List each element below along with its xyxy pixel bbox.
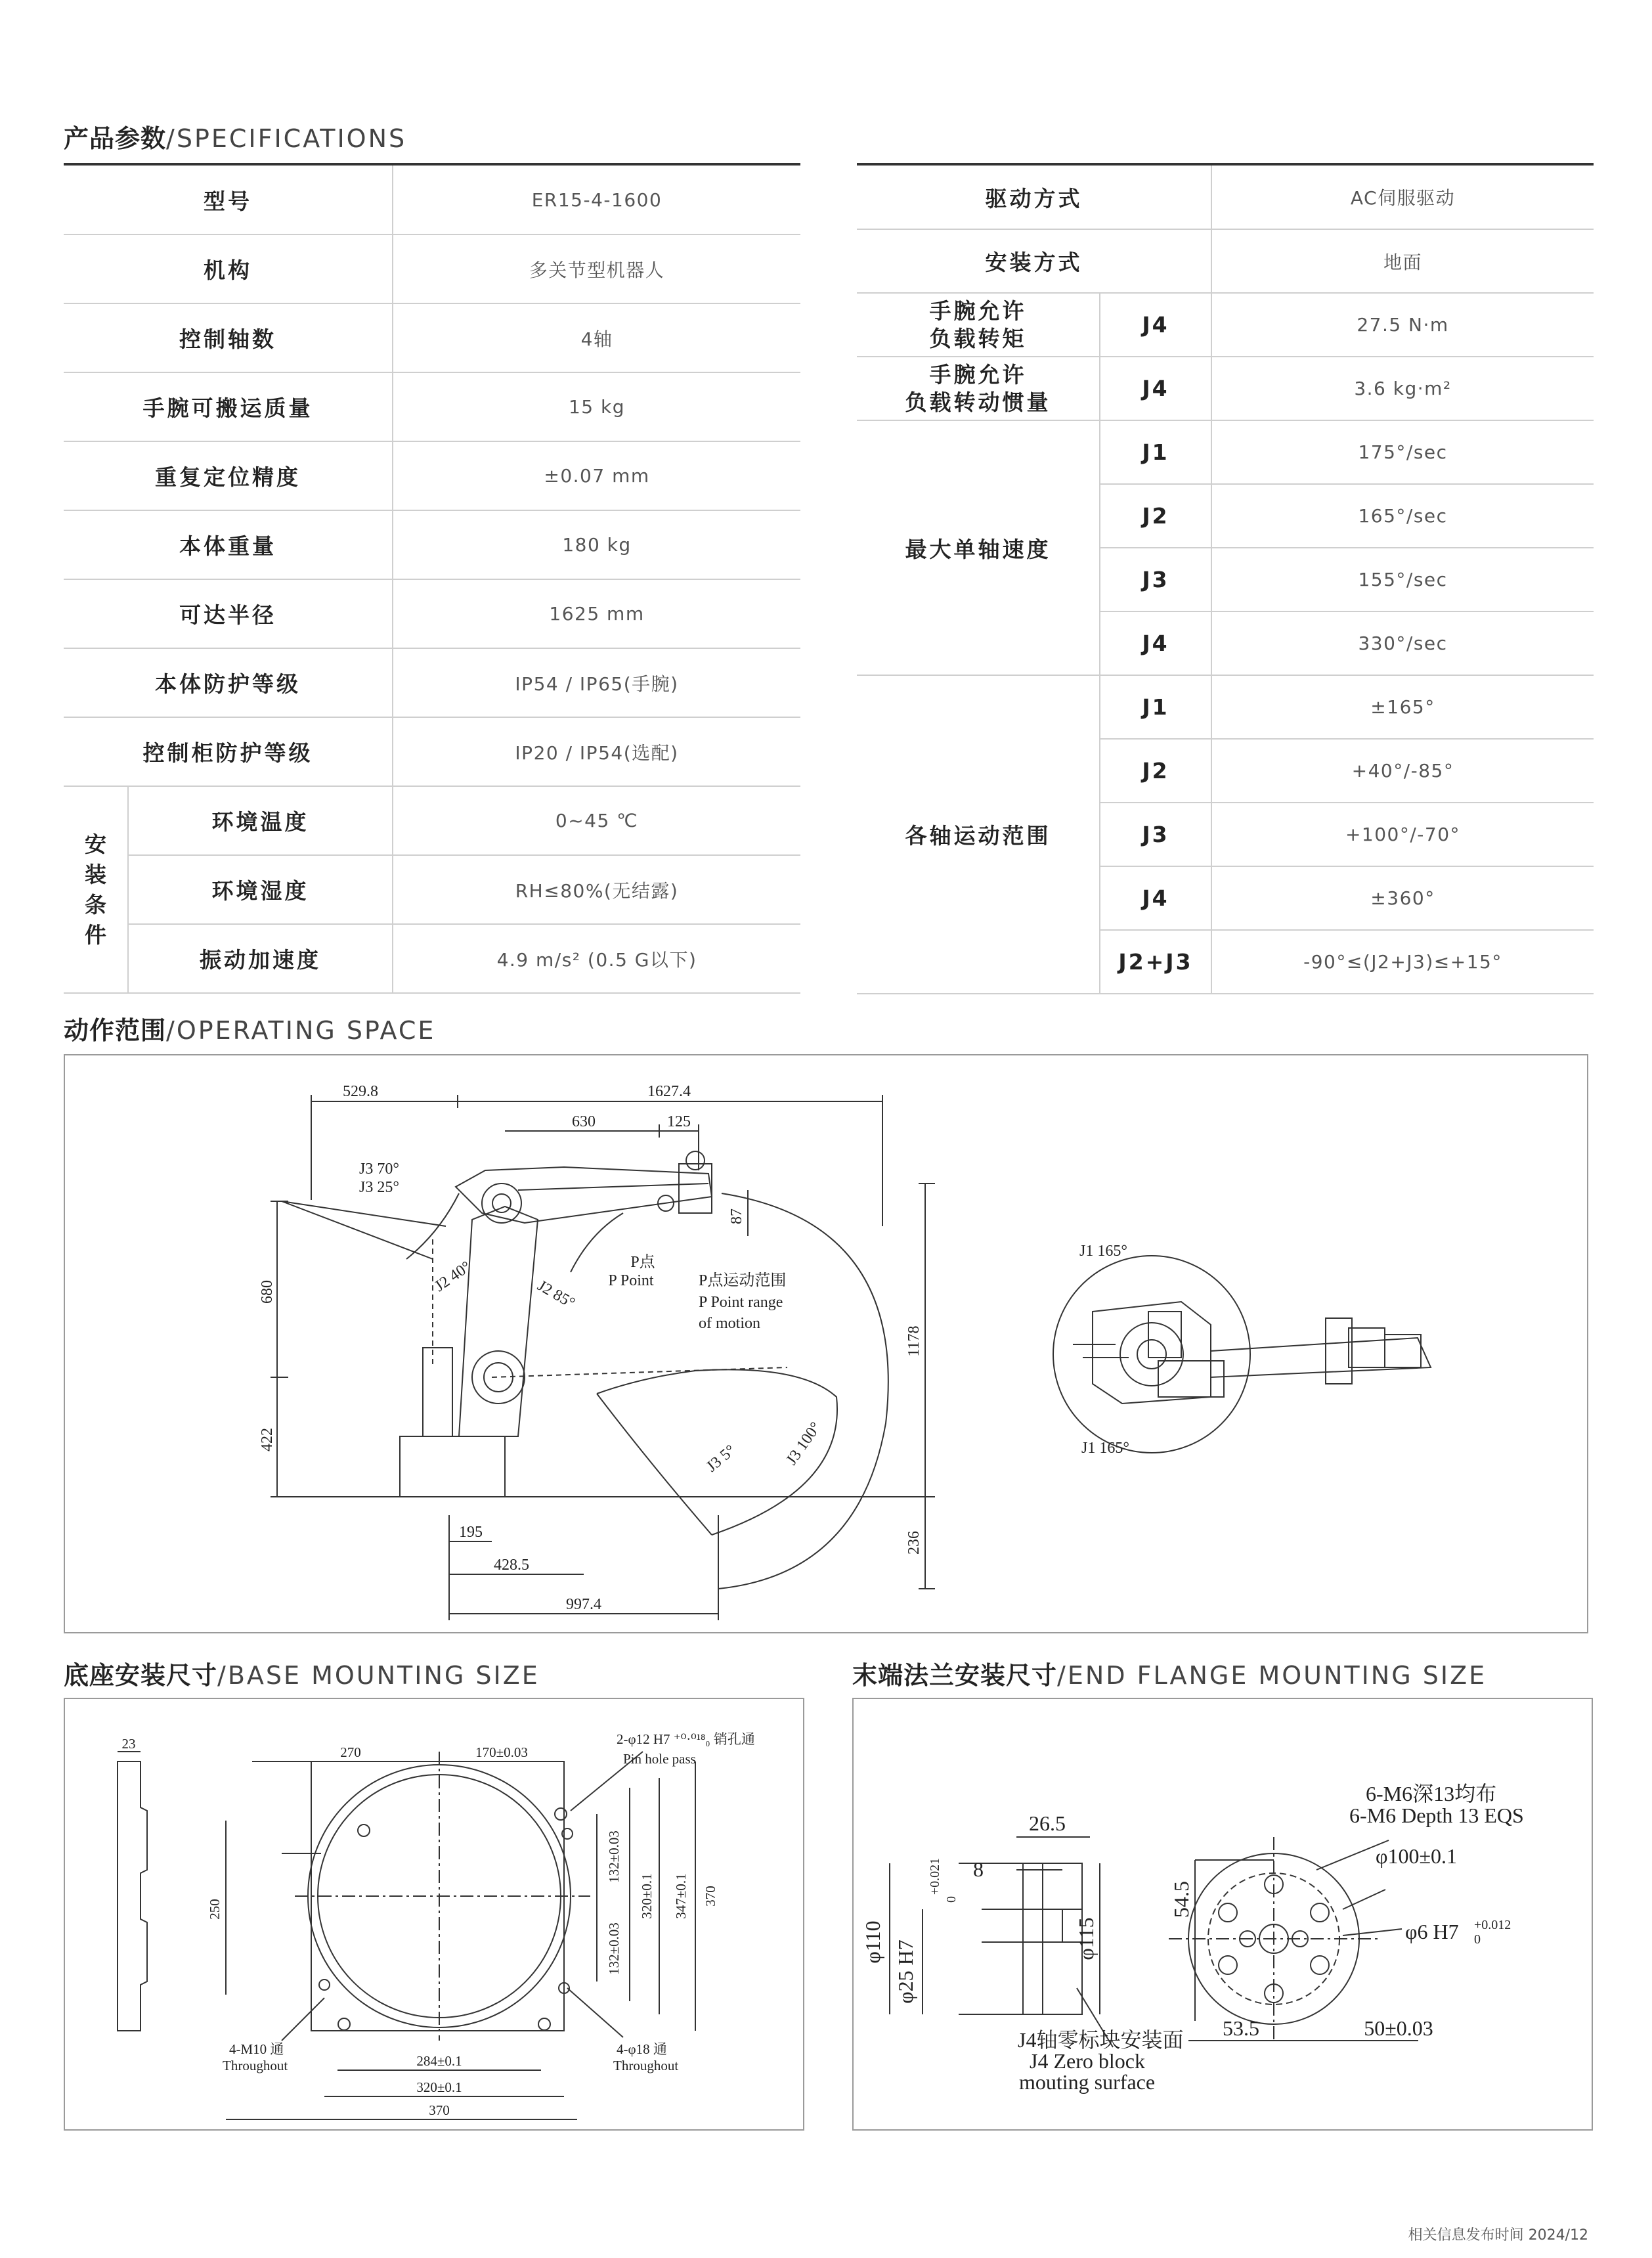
end-flange-svg bbox=[854, 1699, 1592, 2129]
flange-dim-53: 53.5 bbox=[1223, 2016, 1259, 2040]
dim-125: 125 bbox=[667, 1113, 691, 1130]
dim-1178: 1178 bbox=[905, 1325, 923, 1357]
base-section-title bbox=[64, 1655, 540, 1691]
axis-label: J3 bbox=[1100, 548, 1211, 611]
axis-label: J4 bbox=[1100, 611, 1211, 675]
spec-value: 4轴 bbox=[393, 303, 800, 372]
flange-dim-54: 54.5 bbox=[1169, 1881, 1193, 1918]
base-dim-370v: 370 bbox=[703, 1886, 718, 1907]
angle-j1-top: J1 165° bbox=[1079, 1243, 1127, 1260]
angle-j1-bottom: J1 165° bbox=[1081, 1440, 1129, 1457]
spec-value: ±360° bbox=[1211, 866, 1594, 930]
spec-section-title bbox=[64, 118, 406, 154]
spec-label: 机构 bbox=[64, 234, 393, 303]
spec-row bbox=[64, 855, 800, 924]
spec-label: 型号 bbox=[64, 166, 393, 234]
base-dim-270: 270 bbox=[340, 1744, 361, 1760]
base-dim-250: 250 bbox=[207, 1899, 223, 1920]
axis-label: J2 bbox=[1100, 739, 1211, 803]
base-dim-370h: 370 bbox=[429, 2102, 450, 2118]
spec-value: IP54 / IP65(手腕) bbox=[393, 648, 800, 717]
spec-label: 环境湿度 bbox=[128, 855, 393, 924]
dim-680: 680 bbox=[259, 1280, 276, 1304]
end-flange-drawing bbox=[852, 1698, 1593, 2131]
p-point-cn: P点 bbox=[630, 1254, 655, 1271]
spec-value: ±165° bbox=[1211, 675, 1594, 739]
spec-row bbox=[857, 229, 1594, 293]
spec-value: +40°/-85° bbox=[1211, 739, 1594, 803]
spec-value: 165°/sec bbox=[1211, 484, 1594, 548]
flange-dim-50: 50±0.03 bbox=[1364, 2016, 1433, 2040]
flange-dim-26: 26.5 bbox=[1029, 1811, 1066, 1835]
angle-j2-85: J2 85° bbox=[534, 1277, 578, 1312]
spec-value: RH≤80%(无结露) bbox=[393, 855, 800, 924]
axis-label: J4 bbox=[1100, 293, 1211, 357]
m6-label-cn: 6-M6深13均布 bbox=[1366, 1782, 1497, 1805]
dim-630: 630 bbox=[572, 1113, 596, 1130]
flange-title-cn: 末端法兰安装尺寸 bbox=[852, 1661, 1058, 1690]
base-dim-320h: 320±0.1 bbox=[416, 2079, 462, 2095]
spec-row bbox=[64, 441, 800, 510]
spec-value: 3.6 kg·m² bbox=[1211, 357, 1594, 420]
dim-1627: 1627.4 bbox=[647, 1083, 691, 1100]
spec-value: +100°/-70° bbox=[1211, 803, 1594, 866]
spec-row bbox=[64, 166, 800, 234]
angle-j2-40: J2 40° bbox=[431, 1258, 475, 1295]
operating-title-cn: 动作范围 bbox=[64, 1016, 167, 1045]
base-dim-132a: 132±0.03 bbox=[606, 1830, 622, 1883]
flange-dim-8: 8 bbox=[973, 1857, 984, 1881]
spec-label: 振动加速度 bbox=[128, 924, 393, 993]
spec-value: 地面 bbox=[1211, 229, 1594, 293]
p-range-en-1: P Point range bbox=[699, 1294, 783, 1311]
angle-j3-100: J3 100° bbox=[783, 1419, 825, 1469]
dim-997: 997.4 bbox=[566, 1596, 601, 1613]
dim-422: 422 bbox=[259, 1428, 276, 1451]
spec-row bbox=[64, 786, 800, 855]
spec-value: -90°≤(J2+J3)≤+15° bbox=[1211, 930, 1594, 994]
pin-hole-cn: 2-φ12 H7 ⁺⁰·⁰¹⁸₀ 销孔通 bbox=[617, 1731, 755, 1747]
m10-en: Throughout bbox=[223, 2058, 288, 2073]
dim-195: 195 bbox=[459, 1524, 483, 1541]
operating-space-drawing bbox=[64, 1054, 1588, 1633]
spec-row bbox=[857, 166, 1594, 229]
spec-row bbox=[64, 579, 800, 648]
spec-row bbox=[64, 303, 800, 372]
spec-row bbox=[857, 420, 1594, 484]
spec-label: 控制轴数 bbox=[64, 303, 393, 372]
flange-phi110: φ110 bbox=[861, 1920, 884, 1964]
axis-label: J4 bbox=[1100, 866, 1211, 930]
spec-value: AC伺服驱动 bbox=[1211, 166, 1594, 229]
inertia-label-l1: 手腕允许 bbox=[929, 361, 1027, 387]
operating-space-svg bbox=[65, 1055, 1587, 1632]
axis-label: J1 bbox=[1100, 675, 1211, 739]
spec-label: 驱动方式 bbox=[857, 166, 1211, 229]
base-dim-132b: 132±0.03 bbox=[606, 1922, 622, 1975]
left-spec-table bbox=[64, 166, 800, 994]
m6-label-en: 6-M6 Depth 13 EQS bbox=[1349, 1804, 1524, 1827]
axis-label: J2 bbox=[1100, 484, 1211, 548]
zero-block-en-2: mouting surface bbox=[1019, 2070, 1156, 2094]
spec-row bbox=[64, 924, 800, 993]
axis-label: J4 bbox=[1100, 357, 1211, 420]
flange-phi6: φ6 H7 bbox=[1405, 1920, 1459, 1943]
spec-row bbox=[857, 357, 1594, 420]
m10-label: 4-M10 通 bbox=[229, 2041, 284, 2057]
spec-value: 15 kg bbox=[393, 372, 800, 441]
spec-value: 155°/sec bbox=[1211, 548, 1594, 611]
spec-value: 330°/sec bbox=[1211, 611, 1594, 675]
spec-value: ER15-4-1600 bbox=[393, 166, 800, 234]
zero-block-cn: J4轴零标块安装面 bbox=[1018, 2028, 1184, 2052]
spec-value: 1625 mm bbox=[393, 579, 800, 648]
spec-value: 180 kg bbox=[393, 510, 800, 579]
base-title-cn: 底座安装尺寸 bbox=[64, 1661, 218, 1690]
flange-phi100: φ100±0.1 bbox=[1376, 1844, 1458, 1868]
base-mounting-drawing bbox=[64, 1698, 804, 2131]
operating-title-en: /OPERATING SPACE bbox=[166, 1016, 436, 1045]
spec-label: 控制柜防护等级 bbox=[64, 717, 393, 786]
base-dim-284: 284±0.1 bbox=[416, 2053, 462, 2069]
spec-row bbox=[64, 648, 800, 717]
spec-label: 安装方式 bbox=[857, 229, 1211, 293]
spec-value: IP20 / IP54(选配) bbox=[393, 717, 800, 786]
spec-value: ±0.07 mm bbox=[393, 441, 800, 510]
angle-j3-70: J3 70° bbox=[359, 1161, 399, 1178]
spec-label: 环境温度 bbox=[128, 786, 393, 855]
spec-value: 0~45 ℃ bbox=[393, 786, 800, 855]
range-group-label: 各轴运动范围 bbox=[857, 675, 1100, 994]
flange-phi25: φ25 H7 bbox=[894, 1939, 917, 2004]
spec-label bbox=[857, 357, 1100, 420]
flange-tol25: +0.021 bbox=[928, 1857, 942, 1895]
flange-tol6: +0.012 bbox=[1474, 1918, 1511, 1932]
spec-label: 重复定位精度 bbox=[64, 441, 393, 510]
torque-label-l2: 负载转矩 bbox=[929, 325, 1027, 351]
p-range-cn: P点运动范围 bbox=[699, 1272, 787, 1289]
spec-title-en: /SPECIFICATIONS bbox=[166, 124, 407, 153]
spec-row bbox=[64, 234, 800, 303]
flange-section-title bbox=[852, 1655, 1487, 1691]
axis-label: J3 bbox=[1100, 803, 1211, 866]
inertia-label-l2: 负载转动惯量 bbox=[905, 389, 1051, 415]
base-dim-347: 347±0.1 bbox=[673, 1873, 689, 1919]
spec-label: 本体重量 bbox=[64, 510, 393, 579]
operating-section-title bbox=[64, 1010, 435, 1046]
spec-row bbox=[64, 510, 800, 579]
speed-group-label: 最大单轴速度 bbox=[857, 420, 1100, 675]
flange-tol25-zero: 0 bbox=[944, 1896, 959, 1903]
install-vertical-text: 安 装 条 件 bbox=[85, 831, 106, 948]
dim-87: 87 bbox=[728, 1208, 745, 1224]
install-group-label bbox=[64, 786, 128, 993]
phi18-label: 4-φ18 通 bbox=[617, 2041, 667, 2057]
dim-529: 529.8 bbox=[343, 1083, 378, 1100]
dim-428: 428.5 bbox=[494, 1557, 529, 1574]
flange-title-en: /END FLANGE MOUNTING SIZE bbox=[1057, 1661, 1487, 1690]
p-point-en: P Point bbox=[608, 1272, 654, 1289]
flange-phi115: φ115 bbox=[1074, 1917, 1098, 1960]
pin-hole-en: Pin hole pass bbox=[623, 1751, 696, 1767]
phi18-en: Throughout bbox=[613, 2058, 679, 2073]
spec-row bbox=[857, 675, 1594, 739]
spec-label: 手腕可搬运质量 bbox=[64, 372, 393, 441]
angle-j3-5: J3 5° bbox=[703, 1442, 739, 1476]
base-dim-320v: 320±0.1 bbox=[639, 1873, 655, 1919]
spec-value: 多关节型机器人 bbox=[393, 234, 800, 303]
dim-236: 236 bbox=[905, 1531, 923, 1555]
right-spec-table bbox=[857, 166, 1594, 994]
p-range-en-2: of motion bbox=[699, 1315, 760, 1332]
torque-label-l1: 手腕允许 bbox=[929, 298, 1027, 324]
spec-row bbox=[64, 372, 800, 441]
spec-value: 175°/sec bbox=[1211, 420, 1594, 484]
spec-label bbox=[857, 293, 1100, 357]
spec-row bbox=[64, 717, 800, 786]
base-mounting-svg bbox=[65, 1699, 803, 2129]
base-dim-170: 170±0.03 bbox=[475, 1744, 528, 1760]
axis-label: J2+J3 bbox=[1100, 930, 1211, 994]
spec-label: 可达半径 bbox=[64, 579, 393, 648]
spec-title-cn: 产品参数 bbox=[64, 124, 167, 153]
spec-row bbox=[857, 293, 1594, 357]
base-dim-23: 23 bbox=[121, 1736, 136, 1752]
spec-label: 本体防护等级 bbox=[64, 648, 393, 717]
flange-tol6-zero: 0 bbox=[1474, 1932, 1481, 1947]
release-date-footer: 相关信息发布时间 2024/12 bbox=[1408, 2227, 1588, 2244]
zero-block-en-1: J4 Zero block bbox=[1030, 2049, 1145, 2073]
axis-label: J1 bbox=[1100, 420, 1211, 484]
angle-j3-25: J3 25° bbox=[359, 1179, 399, 1196]
spec-value: 27.5 N·m bbox=[1211, 293, 1594, 357]
spec-value: 4.9 m/s² (0.5 G以下) bbox=[393, 924, 800, 993]
base-title-en: /BASE MOUNTING SIZE bbox=[217, 1661, 540, 1690]
